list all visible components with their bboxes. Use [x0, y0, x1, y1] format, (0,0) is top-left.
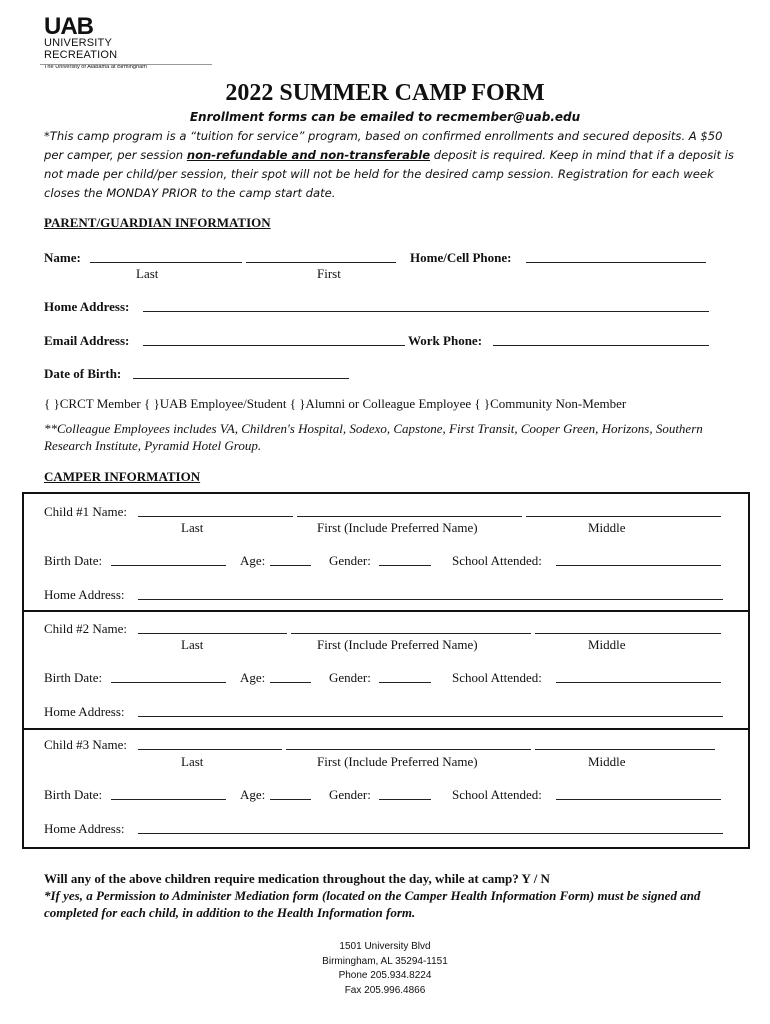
- home-phone-label: Home/Cell Phone:: [410, 250, 512, 265]
- child-2-school-field[interactable]: [556, 682, 721, 683]
- logo-line-university: UNIVERSITY: [44, 37, 113, 49]
- form-subtitle: Enrollment forms can be emailed to recmember@uab.edu: [189, 110, 581, 124]
- medication-question[interactable]: Will any of the above children require medication throughout the day, while at camp? Y / N: [44, 871, 550, 886]
- child-3-birth-label: Birth Date:: [44, 787, 103, 802]
- parent-section-heading: PARENT/GUARDIAN INFORMATION: [44, 215, 271, 230]
- email-label: Email Address:: [44, 333, 130, 348]
- child-2-age-label: Age:: [240, 670, 266, 685]
- parent-last-caption: Last: [136, 266, 159, 281]
- child-1-gender-label: Gender:: [329, 553, 371, 568]
- child-3-box: [22, 728, 750, 849]
- uab-logo-mark: UAB: [44, 13, 93, 40]
- child-2-name-label: Child #2 Name:: [44, 621, 128, 636]
- parent-last-name-field[interactable]: [90, 262, 242, 263]
- child-3-school-field[interactable]: [556, 799, 721, 800]
- child-1-address-field[interactable]: [138, 599, 723, 600]
- child-2-school-label: School Attended:: [452, 670, 542, 685]
- medication-section: [44, 870, 744, 921]
- child-2-first-caption: First (Include Preferred Name): [317, 637, 478, 652]
- footer-fax: Fax 205.996.4866: [344, 984, 426, 996]
- child-1-middle-caption: Middle: [588, 520, 626, 535]
- child-1-age-label: Age:: [240, 553, 266, 568]
- notice-part-2: deposit is required. Keep in mind that if a deposit is not made per child/per session, their spot will not be held for the desired camp session. Registration for each week closes the MONDAY PRIOR to the camp start date.: [44, 148, 734, 200]
- dob-label: Date of Birth:: [44, 366, 122, 381]
- child-3-first-caption: First (Include Preferred Name): [317, 754, 478, 769]
- child-3-gender-field[interactable]: [379, 799, 431, 800]
- child-2-first-name-field[interactable]: [291, 633, 531, 634]
- child-3-address-label: Home Address:: [44, 821, 125, 836]
- child-3-school-label: School Attended:: [452, 787, 542, 802]
- child-2-birth-field[interactable]: [111, 682, 226, 683]
- child-3-birth-field[interactable]: [111, 799, 226, 800]
- parent-name-label: Name:: [44, 250, 81, 265]
- colleague-note: **Colleague Employees includes VA, Children's Hospital, Sodexo, Capstone, First Transit, Cooper Green, Horizons, Southern Research Institute, Pyramid Hotel Group.: [44, 421, 703, 453]
- child-2-last-name-field[interactable]: [138, 633, 287, 634]
- footer-address: [0, 940, 770, 998]
- child-1-school-field[interactable]: [556, 565, 721, 566]
- parent-address-field[interactable]: [143, 311, 709, 312]
- child-1-first-caption: First (Include Preferred Name): [317, 520, 478, 535]
- child-2-age-field[interactable]: [270, 682, 311, 683]
- notice-part-1: *This camp program is a “tuition for service” program, based on confirmed enrollments and secured deposits. A $50 per camper, per session: [44, 129, 723, 162]
- footer-phone: Phone 205.934.8224: [338, 970, 432, 981]
- child-3-name-label: Child #3 Name:: [44, 737, 128, 752]
- child-3-last-name-field[interactable]: [138, 749, 282, 750]
- camper-section-heading: CAMPER INFORMATION: [44, 469, 201, 484]
- child-2-middle-name-field[interactable]: [535, 633, 721, 634]
- child-3-gender-label: Gender:: [329, 787, 371, 802]
- child-2-address-label: Home Address:: [44, 704, 125, 719]
- child-2-gender-label: Gender:: [329, 670, 371, 685]
- child-3-address-field[interactable]: [138, 833, 723, 834]
- child-1-birth-label: Birth Date:: [44, 553, 103, 568]
- parent-address-label: Home Address:: [44, 299, 130, 314]
- child-3-last-caption: Last: [181, 754, 204, 769]
- work-phone-field[interactable]: [493, 345, 709, 346]
- child-2-last-caption: Last: [181, 637, 204, 652]
- child-2-box: [22, 610, 750, 730]
- footer-city: Birmingham, AL 35294-1151: [322, 955, 448, 967]
- child-3-first-name-field[interactable]: [286, 749, 531, 750]
- child-1-address-label: Home Address:: [44, 587, 125, 602]
- logo-line-recreation: RECREATION: [44, 48, 118, 61]
- email-field[interactable]: [143, 345, 405, 346]
- child-1-box: [22, 492, 750, 612]
- parent-first-name-field[interactable]: [246, 262, 396, 263]
- child-1-school-label: School Attended:: [452, 553, 542, 568]
- child-1-name-label: Child #1 Name:: [44, 504, 128, 519]
- child-1-middle-name-field[interactable]: [526, 516, 721, 517]
- deposit-notice: [44, 127, 734, 203]
- child-3-middle-caption: Middle: [588, 754, 626, 769]
- child-1-last-name-field[interactable]: [138, 516, 293, 517]
- child-1-age-field[interactable]: [270, 565, 311, 566]
- dob-field[interactable]: [133, 378, 349, 379]
- home-phone-field[interactable]: [526, 262, 706, 263]
- child-3-age-label: Age:: [240, 787, 266, 802]
- footer-street: 1501 University Blvd: [339, 941, 431, 952]
- child-3-middle-name-field[interactable]: [535, 749, 715, 750]
- child-3-age-field[interactable]: [270, 799, 311, 800]
- work-phone-label: Work Phone:: [408, 333, 483, 348]
- child-1-gender-field[interactable]: [379, 565, 431, 566]
- child-2-birth-label: Birth Date:: [44, 670, 103, 685]
- medication-note: *If yes, a Permission to Administer Mediation form (located on the Camper Health Information Form) must be signed and completed for each child, in addition to the Health Information form.: [44, 888, 701, 920]
- child-2-address-field[interactable]: [138, 716, 723, 717]
- logo-divider: [40, 64, 212, 65]
- child-1-last-caption: Last: [181, 520, 204, 535]
- notice-emphasis: non-refundable and non-transferable: [186, 148, 431, 162]
- logo-tagline: The University of Alabama at Birmingham: [44, 64, 147, 70]
- child-1-first-name-field[interactable]: [297, 516, 522, 517]
- uab-logo: [44, 13, 147, 70]
- parent-first-caption: First: [317, 266, 341, 281]
- child-2-middle-caption: Middle: [588, 637, 626, 652]
- child-1-birth-field[interactable]: [111, 565, 226, 566]
- membership-options[interactable]: { }CRCT Member { }UAB Employee/Student { }Alumni or Colleague Employee { }Community Non-Member: [44, 396, 627, 411]
- child-2-gender-field[interactable]: [379, 682, 431, 683]
- form-title: 2022 SUMMER CAMP FORM: [225, 80, 545, 106]
